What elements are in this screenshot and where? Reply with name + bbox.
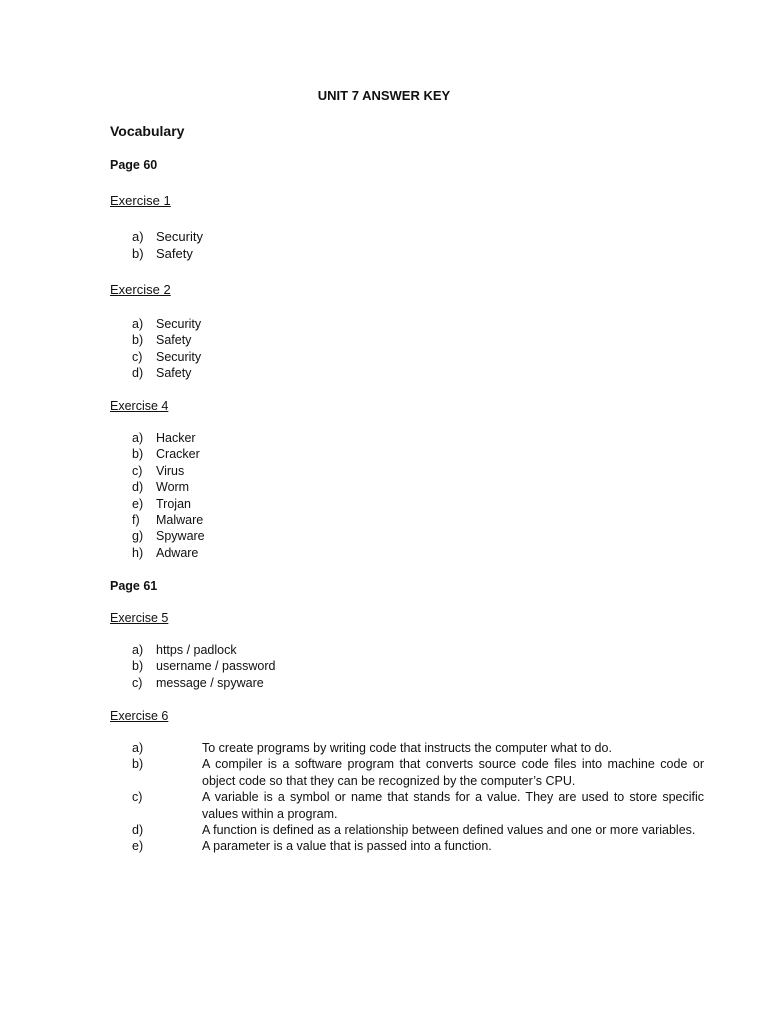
item-text: A compiler is a software program that converts source code files into machine code or object code so that they can be recognized by the computer’s CPU. (202, 757, 704, 788)
exercise-1-heading: Exercise 1 (110, 193, 171, 208)
item-text: A function is defined as a relationship between defined values and one or more variables. (202, 823, 696, 838)
exercise-6-heading: Exercise 6 (110, 709, 169, 723)
item-letter: e) (132, 839, 144, 854)
item-text: Security (156, 229, 203, 244)
item-text: Worm (156, 480, 190, 495)
item-text: Safety (156, 246, 193, 261)
document-title: UNIT 7 ANSWER KEY (317, 88, 451, 103)
list-item (110, 822, 696, 838)
item-letter: b) (132, 246, 144, 261)
item-letter: h) (132, 545, 144, 560)
item-letter: f) (132, 512, 140, 527)
item-letter: d) (132, 823, 144, 838)
list-item (110, 838, 670, 854)
item-letter: a) (132, 229, 144, 244)
item-letter: g) (132, 529, 144, 544)
item-text: Virus (156, 463, 185, 478)
item-letter: a) (132, 643, 144, 657)
item-text: Safety (156, 366, 192, 381)
item-text: Security (156, 349, 202, 364)
exercise-2-heading: Exercise 2 (110, 282, 171, 297)
item-letter: c) (132, 463, 143, 478)
item-letter: b) (132, 659, 144, 674)
item-letter: b) (132, 447, 144, 462)
item-text: Safety (156, 333, 192, 348)
list-item (110, 740, 670, 756)
item-letter: b) (132, 757, 144, 772)
item-letter: d) (132, 480, 144, 495)
exercise-6-list (110, 740, 704, 855)
item-text: message / spyware (156, 675, 264, 690)
item-text: To create programs by writing code that instructs the computer what to do. (202, 741, 612, 755)
list-item (110, 756, 704, 789)
item-text: Hacker (156, 431, 196, 445)
item-letter: a) (132, 431, 144, 445)
item-letter: d) (132, 366, 144, 381)
item-letter: c) (132, 790, 143, 805)
item-letter: e) (132, 496, 144, 511)
item-text: https / padlock (156, 643, 237, 657)
item-text: username / password (156, 659, 276, 674)
item-text: Malware (156, 512, 204, 527)
page-label-61: Page 61 (110, 579, 158, 593)
item-letter: c) (132, 349, 143, 364)
item-text: Spyware (156, 529, 205, 544)
item-letter: a) (132, 741, 144, 755)
list-item (110, 789, 704, 822)
item-text: A parameter is a value that is passed into a function. (202, 839, 492, 854)
item-letter: a) (132, 317, 144, 331)
item-text: A variable is a symbol or name that stands for a value. They are used to store specific values within a program. (202, 790, 704, 821)
item-text: Trojan (156, 496, 191, 511)
item-letter: c) (132, 675, 143, 690)
item-text: Adware (156, 545, 199, 560)
page-label-60: Page 60 (110, 158, 158, 172)
item-letter: b) (132, 333, 144, 348)
item-text: Cracker (156, 447, 200, 462)
section-heading-vocabulary: Vocabulary (110, 123, 185, 139)
item-text: Security (156, 317, 202, 331)
exercise-5-heading: Exercise 5 (110, 611, 169, 625)
exercise-4-heading: Exercise 4 (110, 399, 169, 413)
